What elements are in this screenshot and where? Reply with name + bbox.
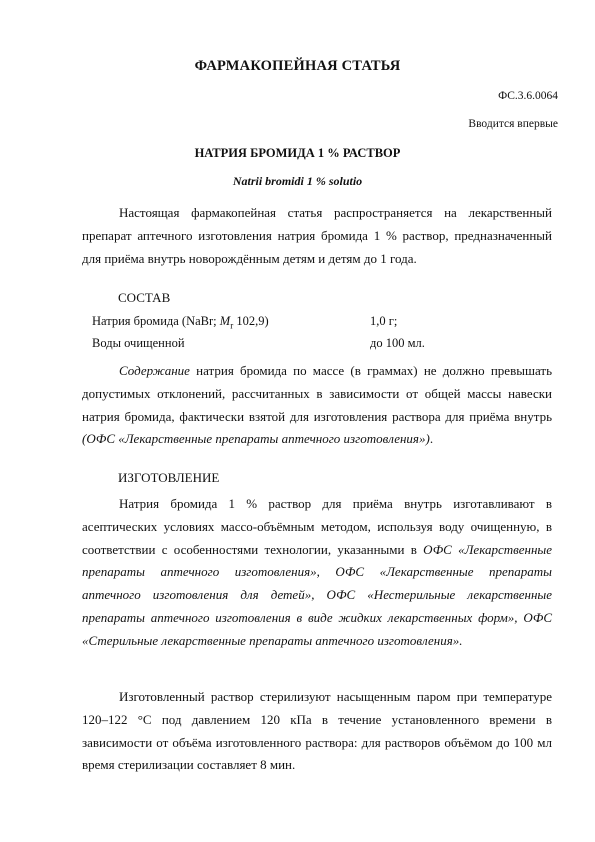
sterilization-paragraph: Изготовленный раствор стерилизуют насыщенным паром при температуре 120–122 °С под давлением 120 кПа в течение установленного времени в зависимости от объёма изготовленного раствора: для растворов объёмом до 100 мл время стерилизации составляет 8 мин. xyxy=(82,689,552,773)
ingredient-name: Натрия бромида (NaBr; $M_r$ 102,9) xyxy=(92,314,269,331)
document-code: ФС.3.6.0064 xyxy=(498,90,558,102)
manufacture-heading: ИЗГОТОВЛЕНИЕ xyxy=(118,470,220,485)
composition-row xyxy=(92,336,425,351)
latin-name: Natrii bromidi 1 % solutio xyxy=(232,174,363,188)
manufacture-paragraph: Натрия бромида 1 % раствор для приёма внутрь изготавливают в асептических условиях массо-объёмным методом, используя воду очищенную, в соответствии с особенностями технологии, указанными в ОФС «Лекарственные препараты аптечного изготовления», ОФС «Лекарственные препараты аптечного изготовления для детей», ОФС «Нестерильные лекарственные препараты аптечного изготовления в виде жидких лекарственных форм», ОФС «Стерильные лекарственные препараты аптечного изготовления». xyxy=(82,496,552,648)
content-paragraph: Содержание натрия бромида по массе (в граммах) не должно превышать допустимых отклонений, рассчитанных в зависимости от общей массы навески натрия бромида, фактически взятой для изготовления раствора для приёма внутрь (ОФС «Лекарственные препараты аптечного изготовления»). xyxy=(82,363,552,447)
composition-row xyxy=(92,314,398,331)
ingredient-amount: до 100 мл. xyxy=(370,336,425,350)
ingredient-name: Воды очищенной xyxy=(92,336,185,350)
manufacture-references: ОФС «Лекарственные препараты аптечного изготовления», ОФС «Лекарственные препараты аптечного изготовления для детей», ОФС «Нестерильные лекарственные препараты аптечного изготовления в виде жидких лекарственных форм», ОФС «Стерильные лекарственные препараты аптечного изготовления». xyxy=(82,541,552,648)
scope-paragraph: Настоящая фармакопейная статья распространяется на лекарственный препарат аптечного изготовления натрия бромида 1 % раствор, предназначенный для приёма внутрь новорождённым детям и детям до 1 года. xyxy=(82,205,552,266)
monograph-subtitle: НАТРИЯ БРОМИДА 1 % РАСТВОР xyxy=(194,146,401,160)
document-title: ФАРМАКОПЕЙНАЯ СТАТЬЯ xyxy=(194,58,401,74)
content-lead: Содержание xyxy=(119,363,190,378)
composition-heading: СОСТАВ xyxy=(118,290,171,305)
content-reference: (ОФС «Лекарственные препараты аптечного изготовления») xyxy=(82,431,430,447)
ingredient-amount: 1,0 г; xyxy=(370,314,398,328)
intro-note: Вводится впервые xyxy=(468,118,558,130)
